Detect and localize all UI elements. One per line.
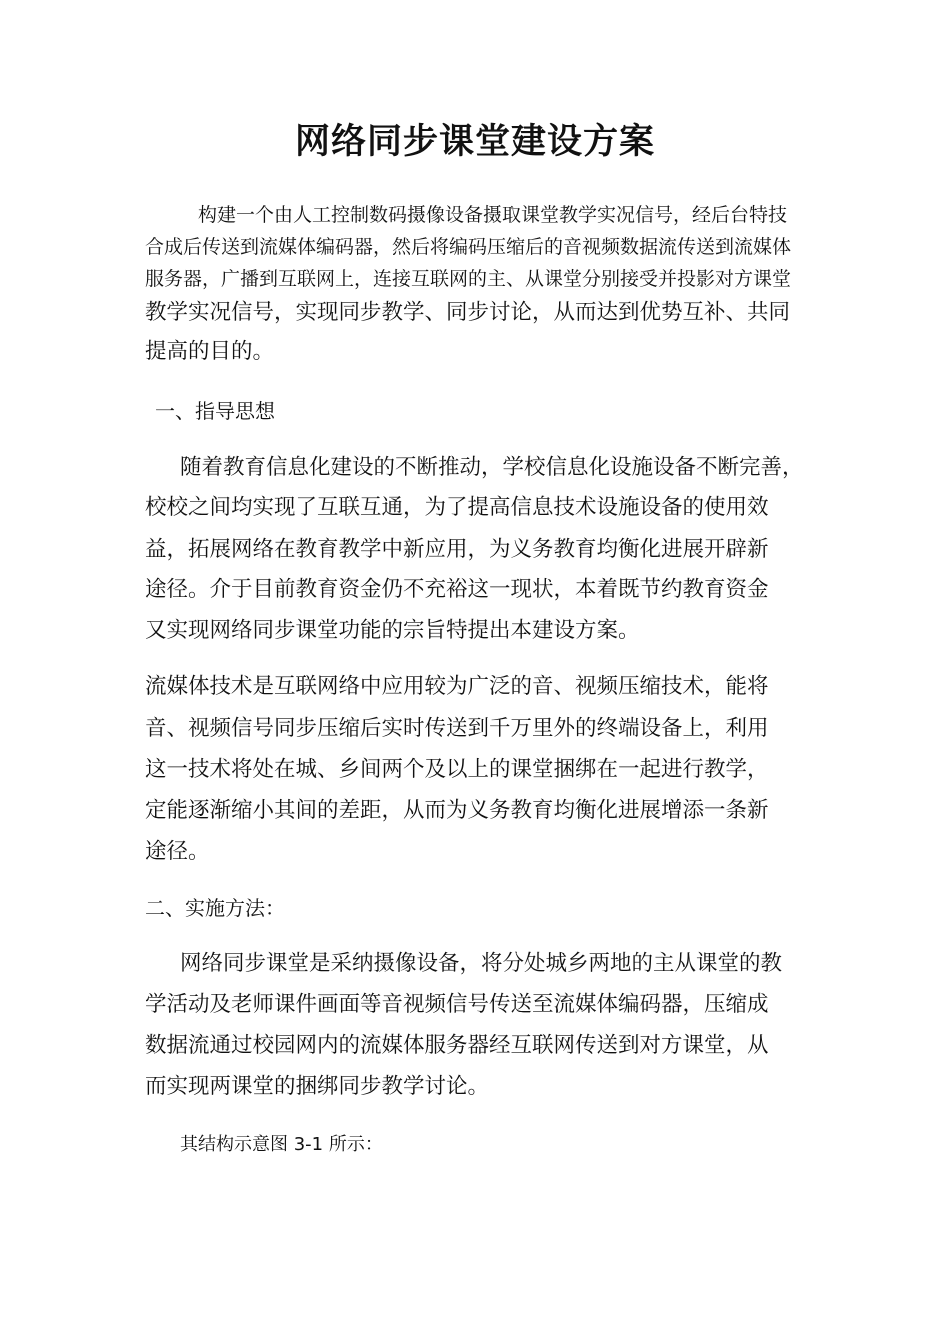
section1-para2-line-5: 途径。 (145, 839, 210, 864)
section1-para1-line-4: 途径。介于目前教育资金仍不充裕这一现状，本着既节约教育资金 (145, 577, 769, 602)
section1-para1-line-1: 随着教育信息化建设的不断推动，学校信息化设施设备不断完善， (180, 455, 804, 480)
section2-para-line-3: 数据流通过校园网内的流媒体服务器经互联网传送到对方课堂，从 (145, 1033, 769, 1058)
section1-para2-line-2: 音、视频信号同步压缩后实时传送到千万里外的终端设备上，利用 (145, 716, 769, 741)
section2-para-line-1: 网络同步课堂是采纳摄像设备，将分处城乡两地的主从课堂的教 (180, 951, 783, 976)
section1-para2-line-3: 这一技术将处在城、乡间两个及以上的课堂捆绑在一起进行教学， (145, 757, 769, 782)
figure-caption: 其结构示意图 3-1 所示： (180, 1134, 383, 1155)
section2-heading: 二、实施方法： (145, 896, 285, 920)
document-title: 网络同步课堂建设方案 (294, 122, 655, 162)
section1-para1-line-3: 益，拓展网络在教育教学中新应用，为义务教育均衡化进展开辟新 (145, 537, 769, 562)
section1-para2-line-4: 定能逐渐缩小其间的差距，从而为义务教育均衡化进展增添一条新 (145, 798, 769, 823)
intro-line-4: 教学实况信号，实现同步教学、同步讨论，从而达到优势互补、共同 (145, 300, 791, 325)
intro-line-1: 构建一个由人工控制数码摄像设备摄取课堂教学实况信号，经后台特技 (198, 204, 788, 226)
section1-heading: 一、指导思想 (155, 399, 275, 423)
intro-line-5: 提高的目的。 (145, 339, 275, 364)
section1-para1-line-5: 又实现网络同步课堂功能的宗旨特提出本建设方案。 (145, 618, 640, 643)
section2-para-line-2: 学活动及老师课件画面等音视频信号传送至流媒体编码器，压缩成 (145, 992, 769, 1017)
intro-line-2: 合成后传送到流媒体编码器，然后将编码压缩后的音视频数据流传送到流媒体 (145, 236, 792, 258)
intro-line-3: 服务器，广播到互联网上，连接互联网的主、从课堂分别接受并投影对方课堂 (145, 268, 792, 290)
section2-para-line-4: 而实现两课堂的捆绑同步教学讨论。 (145, 1074, 490, 1099)
section1-para1-line-2: 校校之间均实现了互联互通，为了提高信息技术设施设备的使用效 (145, 495, 769, 520)
section1-para2-line-1: 流媒体技术是互联网络中应用较为广泛的音、视频压缩技术，能将 (145, 674, 769, 699)
